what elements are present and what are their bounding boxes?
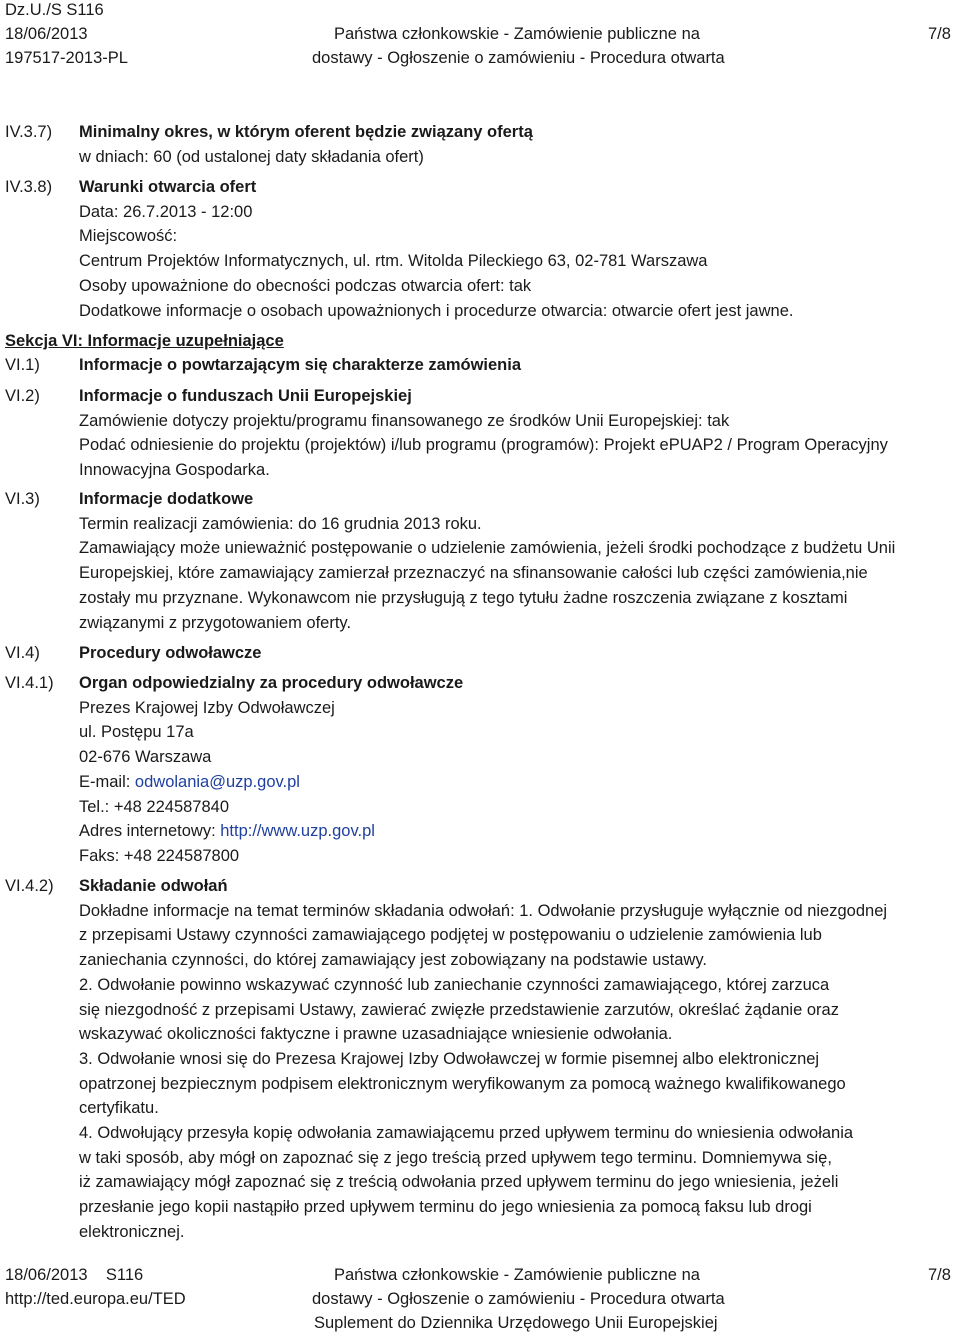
section-text: 2. Odwołanie powinno wskazywać czynność lub zaniechanie czynności zamawiającego, której zarzuca (79, 975, 830, 994)
section-number: VI.3) (5, 490, 40, 508)
section-text: związanymi z przygotowaniem oferty. (79, 613, 352, 632)
section-number: IV.3.7) (5, 123, 53, 141)
section-vi-heading: Sekcja VI: Informacje uzupełniające (5, 332, 284, 350)
section-text: iż zamawiający mógł zapoznać się z treścią odwołania przed upływem terminu do jego wniesienia, jeżeli (79, 1173, 839, 1192)
header-date: 18/06/2013 (5, 25, 88, 43)
org-www-row (79, 819, 951, 844)
section-text: się niezgodność z przepisami Ustawy, zawierać zwięzłe przedstawienie zarzutów, określać żądanie oraz (79, 1000, 839, 1019)
section-text: z przepisami Ustawy czynności zamawiającego podjętej w postępowaniu o udzielenie zamówienia lub (79, 926, 822, 945)
section-title: Procedury odwoławcze (79, 644, 262, 662)
email-link[interactable]: odwolania@uzp.gov.pl (134, 772, 300, 791)
org-name: Prezes Krajowej Izby Odwoławczej (79, 698, 335, 717)
section-vi-4-1 (79, 671, 951, 869)
www-label: Adres internetowy: (79, 822, 221, 841)
org-city: 02-676 Warszawa (79, 748, 212, 767)
www-link[interactable]: http://www.uzp.gov.pl (220, 822, 375, 841)
section-text: w dniach: 60 (od ustalonej daty składania ofert) (79, 147, 424, 166)
section-text: wskazywać okoliczności faktyczne i prawne uzasadniające wniesienie odwołania. (79, 1025, 673, 1044)
section-title: Minimalny okres, w którym oferent będzie związany ofertą (79, 123, 533, 141)
section-vi-4-2 (79, 874, 951, 1245)
section-text: Miejscowość: (79, 227, 178, 246)
section-text: elektronicznej. (79, 1222, 185, 1241)
section-text: certyfikatu. (79, 1099, 159, 1118)
header-title-line1: Państwa członkowskie - Zamówienie publiczne na (334, 25, 700, 43)
header-journal-ref: Dz.U./S S116 (5, 1, 104, 19)
section-text: w taki sposób, aby mógł on zapoznać się z jego treścią przed upływem tego terminu. Domniemywa się, (79, 1148, 832, 1167)
section-text: Dokładne informacje na temat terminów składania odwołań: 1. Odwołanie przysługuje wyłącznie od niezgodnej (79, 901, 888, 920)
section-text: zostały mu przyznane. Wykonawcom nie przysługują z tego tytułu żadne roszczenia związane z kosztami (79, 588, 848, 607)
section-text: Centrum Projektów Informatycznych, ul. rtm. Witolda Pileckiego 63, 02-781 Warszawa (79, 252, 708, 271)
section-text: 3. Odwołanie wnosi się do Prezesa Krajowej Izby Odwoławczej w formie pisemnej albo elektronicznej (79, 1049, 820, 1068)
section-text: Innowacyjna Gospodarka. (79, 461, 270, 480)
section-number: VI.1) (5, 356, 40, 374)
section-vi-2 (79, 384, 951, 483)
section-text: Termin realizacji zamówienia: do 16 grudnia 2013 roku. (79, 514, 482, 533)
org-email-row (79, 770, 951, 795)
footer-supplement: Suplement do Dziennika Urzędowego Unii Europejskiej (314, 1314, 718, 1332)
section-title: Informacje o powtarzającym się charakterze zamówienia (79, 356, 522, 374)
footer-url: http://ted.europa.eu/TED (5, 1290, 186, 1308)
section-text: opatrzonej bezpiecznym podpisem elektronicznym weryfikowanym za pomocą ważnego kwalifikowanego (79, 1074, 846, 1093)
section-text: Data: 26.7.2013 - 12:00 (79, 202, 253, 221)
section-title: Warunki otwarcia ofert (79, 178, 257, 196)
footer-title-line1: Państwa członkowskie - Zamówienie publiczne na (334, 1266, 700, 1284)
org-phone: Tel.: +48 224587840 (79, 797, 230, 816)
section-text: zaniechania czynności, do której zamawiający jest zobowiązany na podstawie ustawy. (79, 951, 707, 970)
footer-page-number: 7/8 (928, 1266, 951, 1284)
section-title: Organ odpowiedzialny za procedury odwoławcze (79, 674, 464, 692)
section-number: VI.4.2) (5, 877, 54, 895)
section-number: VI.2) (5, 387, 40, 405)
section-text: Europejskiej, które zamawiający zamierzał przeznaczyć na sfinansowanie całości lub części zamówienia,nie (79, 564, 868, 583)
section-text: Dodatkowe informacje o osobach upoważnionych i procedurze otwarcia: otwarcie ofert jest jawne. (79, 301, 794, 320)
section-number: VI.4.1) (5, 674, 54, 692)
section-title: Informacje dodatkowe (79, 490, 254, 508)
section-title: Informacje o funduszach Unii Europejskiej (79, 387, 412, 405)
section-text: Osoby upoważnione do obecności podczas otwarcia ofert: tak (79, 276, 532, 295)
section-text: Podać odniesienie do projektu (projektów) i/lub programu (programów): Projekt ePUAP2 / Program Operacyjny (79, 436, 888, 455)
footer-date-issue: 18/06/2013 S116 (5, 1266, 144, 1284)
header-title-line2: dostawy - Ogłoszenie o zamówieniu - Procedura otwarta (312, 49, 725, 67)
footer-title-line2: dostawy - Ogłoszenie o zamówieniu - Procedura otwarta (312, 1290, 725, 1308)
section-vi-1 (79, 353, 951, 378)
section-vi-3 (79, 487, 951, 635)
section-text: przesłanie jego kopii nastąpiło przed upływem terminu do jego wniesienia za pomocą faksu lub drogi (79, 1198, 812, 1217)
section-iv-3-7 (79, 120, 951, 169)
section-vi-4 (79, 641, 951, 666)
section-number: VI.4) (5, 644, 40, 662)
section-number: IV.3.8) (5, 178, 53, 196)
section-title: Składanie odwołań (79, 877, 228, 895)
section-text: 4. Odwołujący przesyła kopię odwołania zamawiającemu przed upływem terminu do wniesienia odwołania (79, 1124, 854, 1143)
org-street: ul. Postępu 17a (79, 723, 194, 742)
section-iv-3-8 (79, 175, 951, 323)
section-text: Zamówienie dotyczy projektu/programu finansowanego ze środków Unii Europejskiej: tak (79, 411, 730, 430)
section-text: Zamawiający może unieważnić postępowanie o udzielenie zamówienia, jeżeli środki pochodzące z budżetu Unii (79, 539, 896, 558)
email-label: E-mail: (79, 772, 135, 791)
header-page-number: 7/8 (928, 25, 951, 43)
org-fax: Faks: +48 224587800 (79, 846, 240, 865)
header-notice-number: 197517-2013-PL (5, 49, 128, 67)
